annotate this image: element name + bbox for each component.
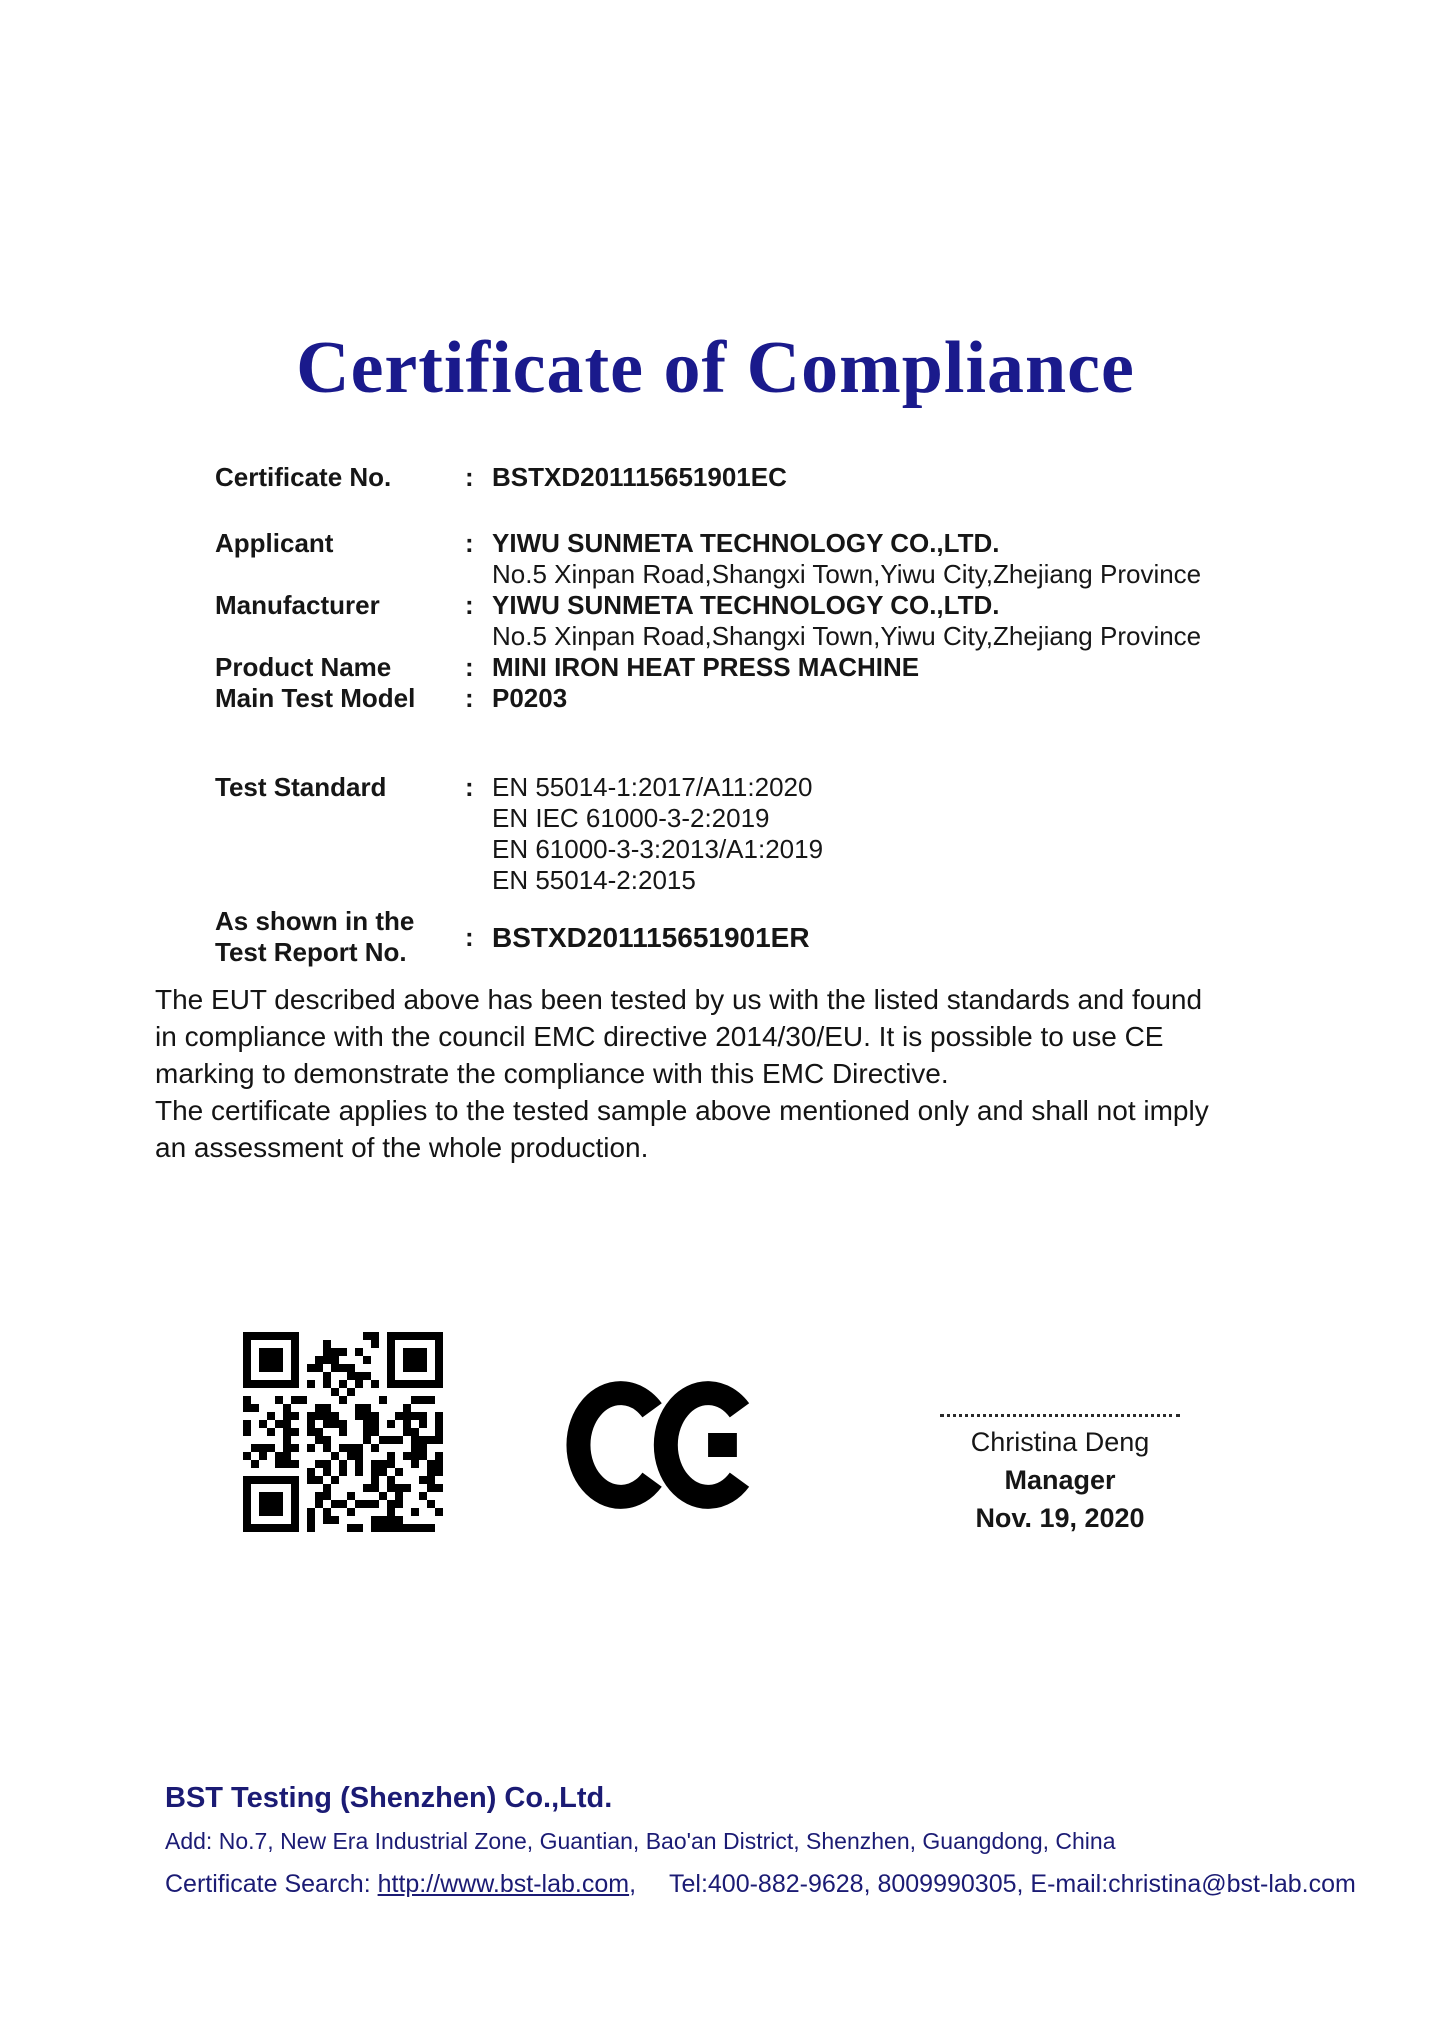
declaration-line: The certificate applies to the tested sample above mentioned only and shall not imply <box>155 1095 1209 1126</box>
declaration-line: in compliance with the council EMC directive 2014/30/EU. It is possible to use CE <box>155 1021 1164 1052</box>
product-name-value: MINI IRON HEAT PRESS MACHINE <box>492 652 920 682</box>
field-row-product-name <box>215 652 1371 683</box>
product-name-label: Product Name <box>215 652 392 682</box>
field-row-applicant-address <box>215 559 1371 590</box>
applicant-value: YIWU SUNMETA TECHNOLOGY CO.,LTD. <box>492 528 1000 558</box>
footer-search-line <box>165 1870 1356 1899</box>
page-title: Certificate of Compliance <box>296 327 1135 409</box>
declaration-line: an assessment of the whole production. <box>155 1132 649 1163</box>
test-report-label-line1: As shown in the <box>215 906 415 936</box>
certificate-search-link[interactable]: http://www.bst-lab.com <box>377 1870 630 1898</box>
manufacturer-label: Manufacturer <box>215 590 380 620</box>
certificate-no-value: BSTXD201115651901EC <box>492 462 787 492</box>
signatory-title: Manager <box>1004 1465 1116 1495</box>
manufacturer-address: No.5 Xinpan Road,Shangxi Town,Yiwu City,Zhejiang Province <box>492 621 1202 651</box>
main-test-model-value: P0203 <box>492 683 568 713</box>
declaration-line: The EUT described above has been tested by us with the listed standards and found <box>155 984 1203 1015</box>
applicant-address: No.5 Xinpan Road,Shangxi Town,Yiwu City,Zhejiang Province <box>492 559 1202 589</box>
signature-date: Nov. 19, 2020 <box>975 1503 1145 1533</box>
colon: : <box>465 921 474 952</box>
declaration-paragraph <box>155 981 1209 1166</box>
test-report-label <box>215 906 465 968</box>
field-row-test-standard <box>215 772 1371 896</box>
test-report-value: BSTXD201115651901ER <box>492 921 810 953</box>
colon: : <box>465 528 474 558</box>
search-suffix: , <box>629 1870 637 1898</box>
signature-dotted-line <box>940 1414 1180 1417</box>
applicant-label: Applicant <box>215 528 334 558</box>
test-standard-list <box>492 772 1371 896</box>
footer-address: Add: No.7, New Era Industrial Zone, Guantian, Bao'an District, Shenzhen, Guangdong, China <box>165 1828 1116 1854</box>
colon: : <box>465 652 474 682</box>
test-standard-item: EN 55014-2:2015 <box>492 865 696 895</box>
field-row-main-test-model <box>215 683 1371 714</box>
main-test-model-label: Main Test Model <box>215 683 416 713</box>
certificate-no-label: Certificate No. <box>215 462 392 492</box>
test-standard-item: EN IEC 61000-3-2:2019 <box>492 803 770 833</box>
test-standard-label: Test Standard <box>215 772 387 802</box>
field-row-certificate-no <box>215 462 1371 493</box>
footer-company-name: BST Testing (Shenzhen) Co.,Ltd. <box>165 1782 613 1814</box>
field-row-manufacturer-address <box>215 621 1371 652</box>
footer <box>165 1782 1356 1899</box>
qr-code <box>243 1332 443 1532</box>
footer-contact: Tel:400-882-9628, 8009990305, E-mail:christina@bst-lab.com <box>668 1870 1356 1898</box>
field-row-test-report-no <box>215 906 1371 968</box>
certificate-info-block <box>215 462 1371 968</box>
manufacturer-value: YIWU SUNMETA TECHNOLOGY CO.,LTD. <box>492 590 1000 620</box>
ce-mark-icon <box>566 1378 758 1512</box>
colon: : <box>465 462 474 492</box>
signature-block <box>938 1414 1182 1537</box>
test-report-label-line2: Test Report No. <box>215 937 407 967</box>
colon: : <box>465 683 474 713</box>
declaration-line: marking to demonstrate the compliance with this EMC Directive. <box>155 1058 949 1089</box>
test-standard-item: EN 61000-3-3:2013/A1:2019 <box>492 834 824 864</box>
certificate-search-label: Certificate Search: <box>165 1870 371 1898</box>
colon: : <box>465 590 474 620</box>
field-row-manufacturer <box>215 590 1371 621</box>
colon: : <box>465 772 474 802</box>
field-row-applicant <box>215 528 1371 559</box>
signatory-name: Christina Deng <box>970 1427 1150 1457</box>
test-standard-item: EN 55014-1:2017/A11:2020 <box>492 772 813 802</box>
